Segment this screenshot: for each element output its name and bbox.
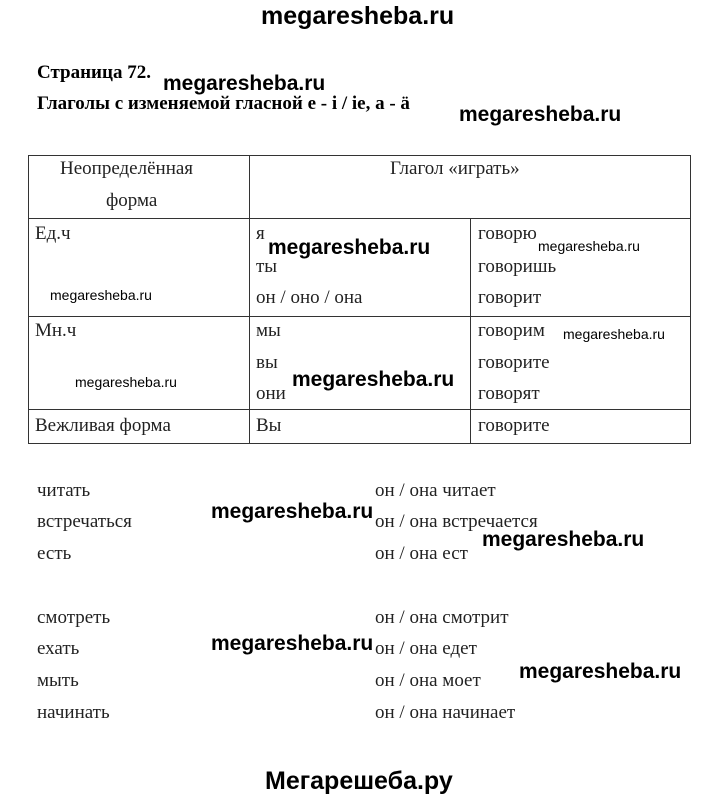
infinitive-item: читать <box>37 480 91 501</box>
verb-form-cell: говорите <box>478 415 550 436</box>
table-divider <box>249 155 250 444</box>
watermark: megaresheba.ru <box>538 238 640 254</box>
table-border-top <box>28 155 691 156</box>
watermark: megaresheba.ru <box>482 528 645 551</box>
table-border-right <box>690 155 691 444</box>
row-label-polite: Вежливая форма <box>35 415 171 436</box>
table-border-left <box>28 155 29 444</box>
watermark: megaresheba.ru <box>563 326 665 342</box>
conjugated-form-item: он / она читает <box>375 480 496 501</box>
watermark: megaresheba.ru <box>75 374 177 390</box>
infinitive-item: начинать <box>37 702 110 723</box>
conjugated-form-item: он / она встречается <box>375 511 538 532</box>
infinitive-item: смотреть <box>37 607 111 628</box>
verb-form-cell: говоришь <box>478 256 557 277</box>
pronoun-cell: ты <box>256 256 278 277</box>
table-divider <box>28 218 691 219</box>
section-title: Глаголы с изменяемой гласной e - i / ie, a - ä <box>37 93 410 114</box>
watermark: megaresheba.ru <box>163 72 326 95</box>
site-title-top: megaresheba.ru <box>261 2 455 30</box>
row-label-plural: Мн.ч <box>35 320 77 341</box>
header-verb: Глагол «играть» <box>390 158 520 179</box>
header-infinitive-line1: Неопределённая <box>60 158 194 179</box>
watermark: megaresheba.ru <box>519 660 682 683</box>
pronoun-cell: вы <box>256 352 278 373</box>
verb-form-cell: говорят <box>478 383 540 404</box>
watermark: megaresheba.ru <box>211 500 374 523</box>
pronoun-cell: мы <box>256 320 281 341</box>
infinitive-item: встречаться <box>37 511 132 532</box>
watermark: megaresheba.ru <box>50 287 152 303</box>
pronoun-cell: они <box>256 383 286 404</box>
pronoun-cell: он / оно / она <box>256 287 363 308</box>
conjugated-form-item: он / она начинает <box>375 702 516 723</box>
table-divider <box>28 316 691 317</box>
watermark: megaresheba.ru <box>268 236 431 259</box>
table-divider <box>470 218 471 444</box>
infinitive-item: мыть <box>37 670 79 691</box>
infinitive-item: ехать <box>37 638 80 659</box>
table-divider <box>28 409 691 410</box>
verb-form-cell: говорит <box>478 287 542 308</box>
pronoun-cell: Вы <box>256 415 282 436</box>
row-label-singular: Ед.ч <box>35 223 71 244</box>
verb-form-cell: говорим <box>478 320 545 341</box>
conjugated-form-item: он / она смотрит <box>375 607 509 628</box>
watermark: megaresheba.ru <box>211 632 374 655</box>
infinitive-item: есть <box>37 543 72 564</box>
conjugated-form-item: он / она едет <box>375 638 477 659</box>
conjugated-form-item: он / она ест <box>375 543 468 564</box>
pronoun-cell: я <box>256 223 265 244</box>
conjugated-form-item: он / она моет <box>375 670 481 691</box>
site-title-bottom: Мегарешеба.ру <box>265 767 453 795</box>
watermark: megaresheba.ru <box>459 103 622 126</box>
verb-form-cell: говорю <box>478 223 537 244</box>
verb-form-cell: говорите <box>478 352 550 373</box>
page-number-heading: Страница 72. <box>37 62 151 83</box>
watermark: megaresheba.ru <box>292 368 455 391</box>
header-infinitive-line2: форма <box>106 190 158 211</box>
table-border-bottom <box>28 443 691 444</box>
